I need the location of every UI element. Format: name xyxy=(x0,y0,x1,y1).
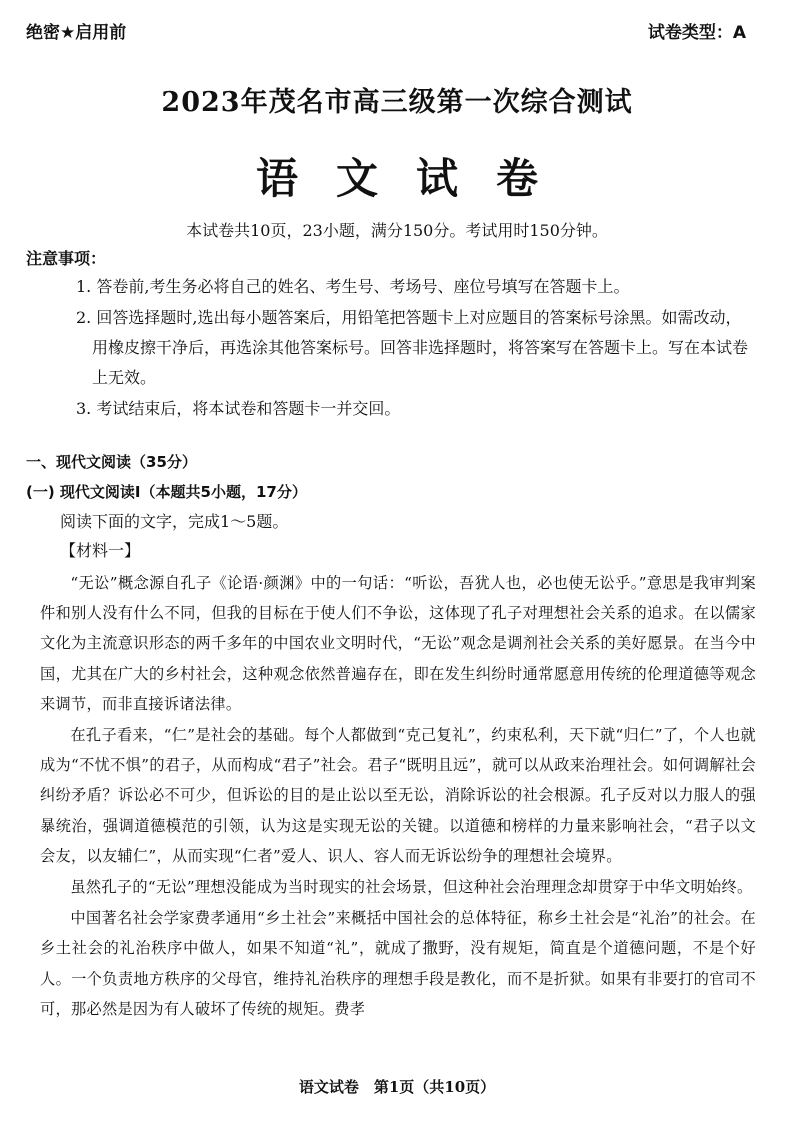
notice-item: 1. 答卷前,考生务必将自己的姓名、考生号、考场号、座位号填写在答题卡上。 xyxy=(76,277,630,296)
passage-paragraph: 虽然孔子的“无讼”理想没能成为当时现实的社会场景，但这种社会治理理念却贯穿于中华文明始终。 xyxy=(70,878,753,897)
material-label: 【材料一】 xyxy=(60,541,141,560)
passage-paragraph: “无讼”概念源自孔子《论语·颜渊》中的一句话：“听讼，吾犹人也，必也使无讼乎。”意思是我审判案件和别人没有什么不同，但我的目标在于使人们不争讼，这体现了孔子对理想社会关系的追求。在以儒家文化为主流意识形态的两千多年的中国农业文明时代，“无讼”观念是调剂社会关系的美好愿景。在当今中国，尤其在广大的乡村社会，这种观念依然普遍存在，即在发生纠纷时通常愿意用传统的伦理道德等观念来调节，而非直接诉诸法律。 xyxy=(40,574,756,713)
notice-heading: 注意事项： xyxy=(26,249,107,268)
notice-list xyxy=(76,272,756,425)
confidential-mark: 绝密★启用前 xyxy=(26,23,127,43)
sub-section-heading: (一) 现代文阅读Ⅰ（本题共5小题，17分） xyxy=(26,483,307,501)
page-footer: 语文试卷 第1页（共10页） xyxy=(298,1078,496,1096)
reading-passage xyxy=(40,568,756,1024)
passage-paragraph: 中国著名社会学家费孝通用“乡土社会”来概括中国社会的总体特征，称乡土社会是“礼治”的社会。在乡土社会的礼治秩序中做人，如果不知道“礼”，就成了撒野，没有规矩，简直是个道德问题，不是个好人。一个负责地方秩序的父母官，维持礼治秩序的理想手段是教化，而不是折狱。如果有非要打的官司不可，那必然是因为有人破坏了传统的规矩。费孝 xyxy=(40,909,756,1018)
passage-paragraph: 在孔子看来，“仁”是社会的基础。每个人都做到“克己复礼”，约束私利，天下就“归仁”了，个人也就成为“不忧不惧”的君子，从而构成“君子”社会。君子“既明且远”，就可以从政来治理社会。如何调解社会纠纷矛盾？诉讼必不可少，但诉讼的目的是止讼以至无讼，消除诉讼的社会根源。孔子反对以力服人的强暴统治，强调道德模范的引领，认为这是实现无讼的关键。以道德和榜样的力量来影响社会，“君子以文会友，以友辅仁”，从而实现“仁者”爱人、识人、容人而无诉讼纷争的理想社会境界。 xyxy=(40,726,756,865)
notice-item: 2. 回答选择题时,选出每小题答案后，用铅笔把答题卡上对应题目的答案标号涂黑。如需改动，用橡皮擦干净后，再选涂其他答案标号。回答非选择题时，将答案写在答题卡上。写在本试卷上无效。 xyxy=(76,308,749,387)
reading-instruction: 阅读下面的文字，完成1～5题。 xyxy=(60,512,289,531)
paper-type: 试卷类型：A xyxy=(647,23,746,43)
section-heading: 一、现代文阅读（35分） xyxy=(26,453,197,471)
exam-info: 本试卷共10页，23小题，满分150分。考试用时150分钟。 xyxy=(186,221,608,240)
notice-item: 3. 考试结束后，将本试卷和答题卡一并交回。 xyxy=(76,399,401,418)
subject-title: 语文试卷 xyxy=(255,154,576,203)
exam-title: 2023年茂名市高三级第一次综合测试 xyxy=(161,87,633,118)
